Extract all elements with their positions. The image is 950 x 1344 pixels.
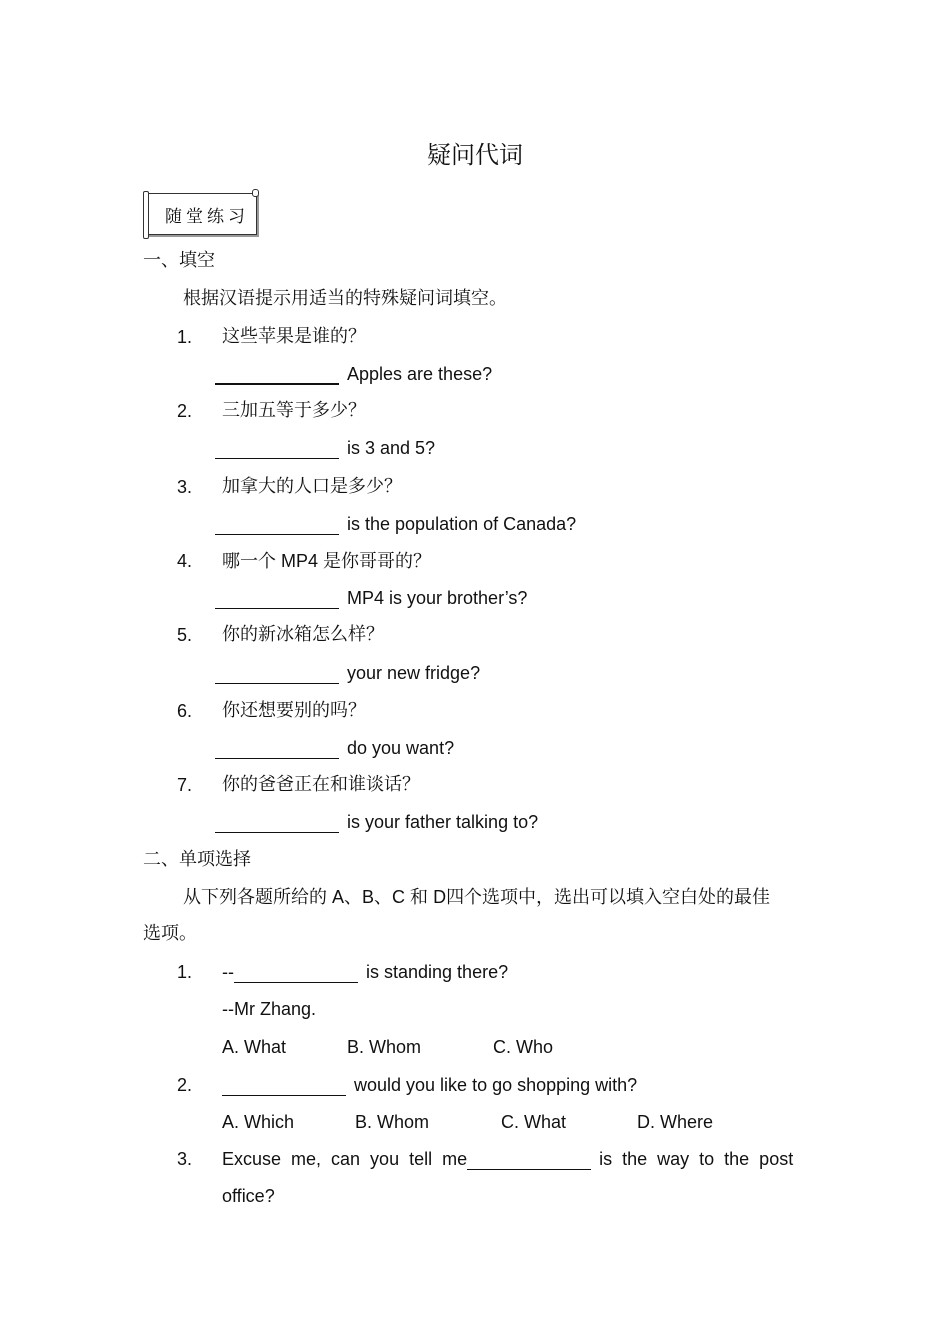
scroll-roll-right (252, 189, 259, 197)
mc3-text-post: is the way to the post (599, 1149, 794, 1169)
page-title: 疑问代词 (427, 141, 523, 169)
q3-english: is the population of Canada? (347, 514, 577, 534)
q1-chinese: 这些苹果是谁的？ (222, 326, 366, 347)
mc2-option-a[interactable]: A. Which (222, 1112, 295, 1132)
q4-number: 4. (177, 551, 193, 571)
part1-heading: 一、填空 (143, 250, 215, 271)
mc1-option-a[interactable]: A. What (222, 1037, 287, 1057)
part2-instruction-line1 (183, 886, 770, 909)
mc1-prefix: -- (222, 962, 234, 982)
q3-english-line (215, 513, 576, 535)
mc2-text: would you like to go shopping with? (354, 1075, 638, 1095)
instruction-options: A、B、C (332, 887, 406, 907)
part2-instruction-line2: 选项。 (143, 923, 197, 944)
answer-blank[interactable] (215, 814, 339, 833)
q1-english-line (215, 363, 492, 385)
q1-english: Apples are these? (347, 364, 493, 384)
mc3-number: 3. (177, 1149, 193, 1169)
mc3-question (222, 1148, 793, 1170)
mc1-question (222, 961, 508, 983)
instruction-text: 和 (410, 887, 429, 908)
mc1-number: 1. (177, 962, 193, 982)
q6-english: do you want? (347, 738, 455, 758)
q5-english: your new fridge? (347, 663, 481, 683)
answer-blank[interactable] (234, 964, 358, 983)
q2-number: 2. (177, 401, 193, 421)
mc3-line2: office? (222, 1186, 275, 1206)
q5-chinese: 你的新冰箱怎么样？ (222, 624, 384, 645)
mc2-option-d[interactable]: D. Where (637, 1112, 714, 1132)
q2-english-line (215, 437, 435, 459)
answer-blank[interactable] (467, 1151, 591, 1170)
q2-english: is 3 and 5? (347, 438, 436, 458)
mc1-option-b[interactable]: B. Whom (347, 1037, 422, 1057)
section-tag-scroll (143, 189, 259, 239)
instruction-text: 四个选项中，选出可以填入空白处的最佳 (446, 887, 771, 908)
part1-instruction: 根据汉语提示用适当的特殊疑问词填空。 (183, 288, 507, 309)
part2-heading: 二、单项选择 (143, 849, 251, 870)
q7-english-line (215, 811, 538, 833)
mc2-option-b[interactable]: B. Whom (355, 1112, 430, 1132)
q1-number: 1. (177, 327, 193, 347)
answer-blank[interactable] (222, 1077, 346, 1096)
q4-chinese (222, 550, 431, 573)
section-tag-label: 随堂练习 (165, 207, 249, 227)
q4-chinese-post: 是你哥哥的？ (323, 551, 432, 572)
q4-english-line (215, 587, 527, 609)
mc1-text: is standing there? (366, 962, 509, 982)
mc1-answer-line: --Mr Zhang. (222, 999, 317, 1019)
q4-english: MP4 is your brother’s? (347, 588, 528, 608)
q4-chinese-mid: MP4 (281, 551, 319, 571)
answer-blank[interactable] (215, 590, 339, 609)
q3-number: 3. (177, 477, 193, 497)
mc2-option-c[interactable]: C. What (501, 1112, 567, 1132)
q7-chinese: 你的爸爸正在和谁谈话？ (222, 774, 420, 795)
answer-blank[interactable] (215, 440, 339, 459)
q3-chinese: 加拿大的人口是多少？ (222, 476, 402, 497)
answer-blank[interactable] (215, 516, 339, 535)
q7-number: 7. (177, 775, 193, 795)
q2-chinese: 三加五等于多少？ (222, 400, 366, 421)
q4-chinese-pre: 哪一个 (222, 551, 276, 572)
mc3-text-pre: Excuse me, can you tell me (222, 1149, 468, 1169)
answer-blank[interactable] (215, 365, 339, 385)
q6-chinese: 你还想要别的吗？ (222, 700, 366, 721)
mc1-option-c[interactable]: C. Who (493, 1037, 554, 1057)
mc2-question (222, 1074, 637, 1096)
q6-number: 6. (177, 701, 193, 721)
mc2-number: 2. (177, 1075, 193, 1095)
q5-english-line (215, 662, 480, 684)
q5-number: 5. (177, 625, 193, 645)
answer-blank[interactable] (215, 665, 339, 684)
answer-blank[interactable] (215, 740, 339, 759)
instruction-text: 从下列各题所给的 (183, 887, 327, 908)
q7-english: is your father talking to? (347, 812, 539, 832)
q6-english-line (215, 737, 454, 759)
scroll-roll-left (143, 191, 149, 239)
instruction-options: D (433, 887, 447, 907)
